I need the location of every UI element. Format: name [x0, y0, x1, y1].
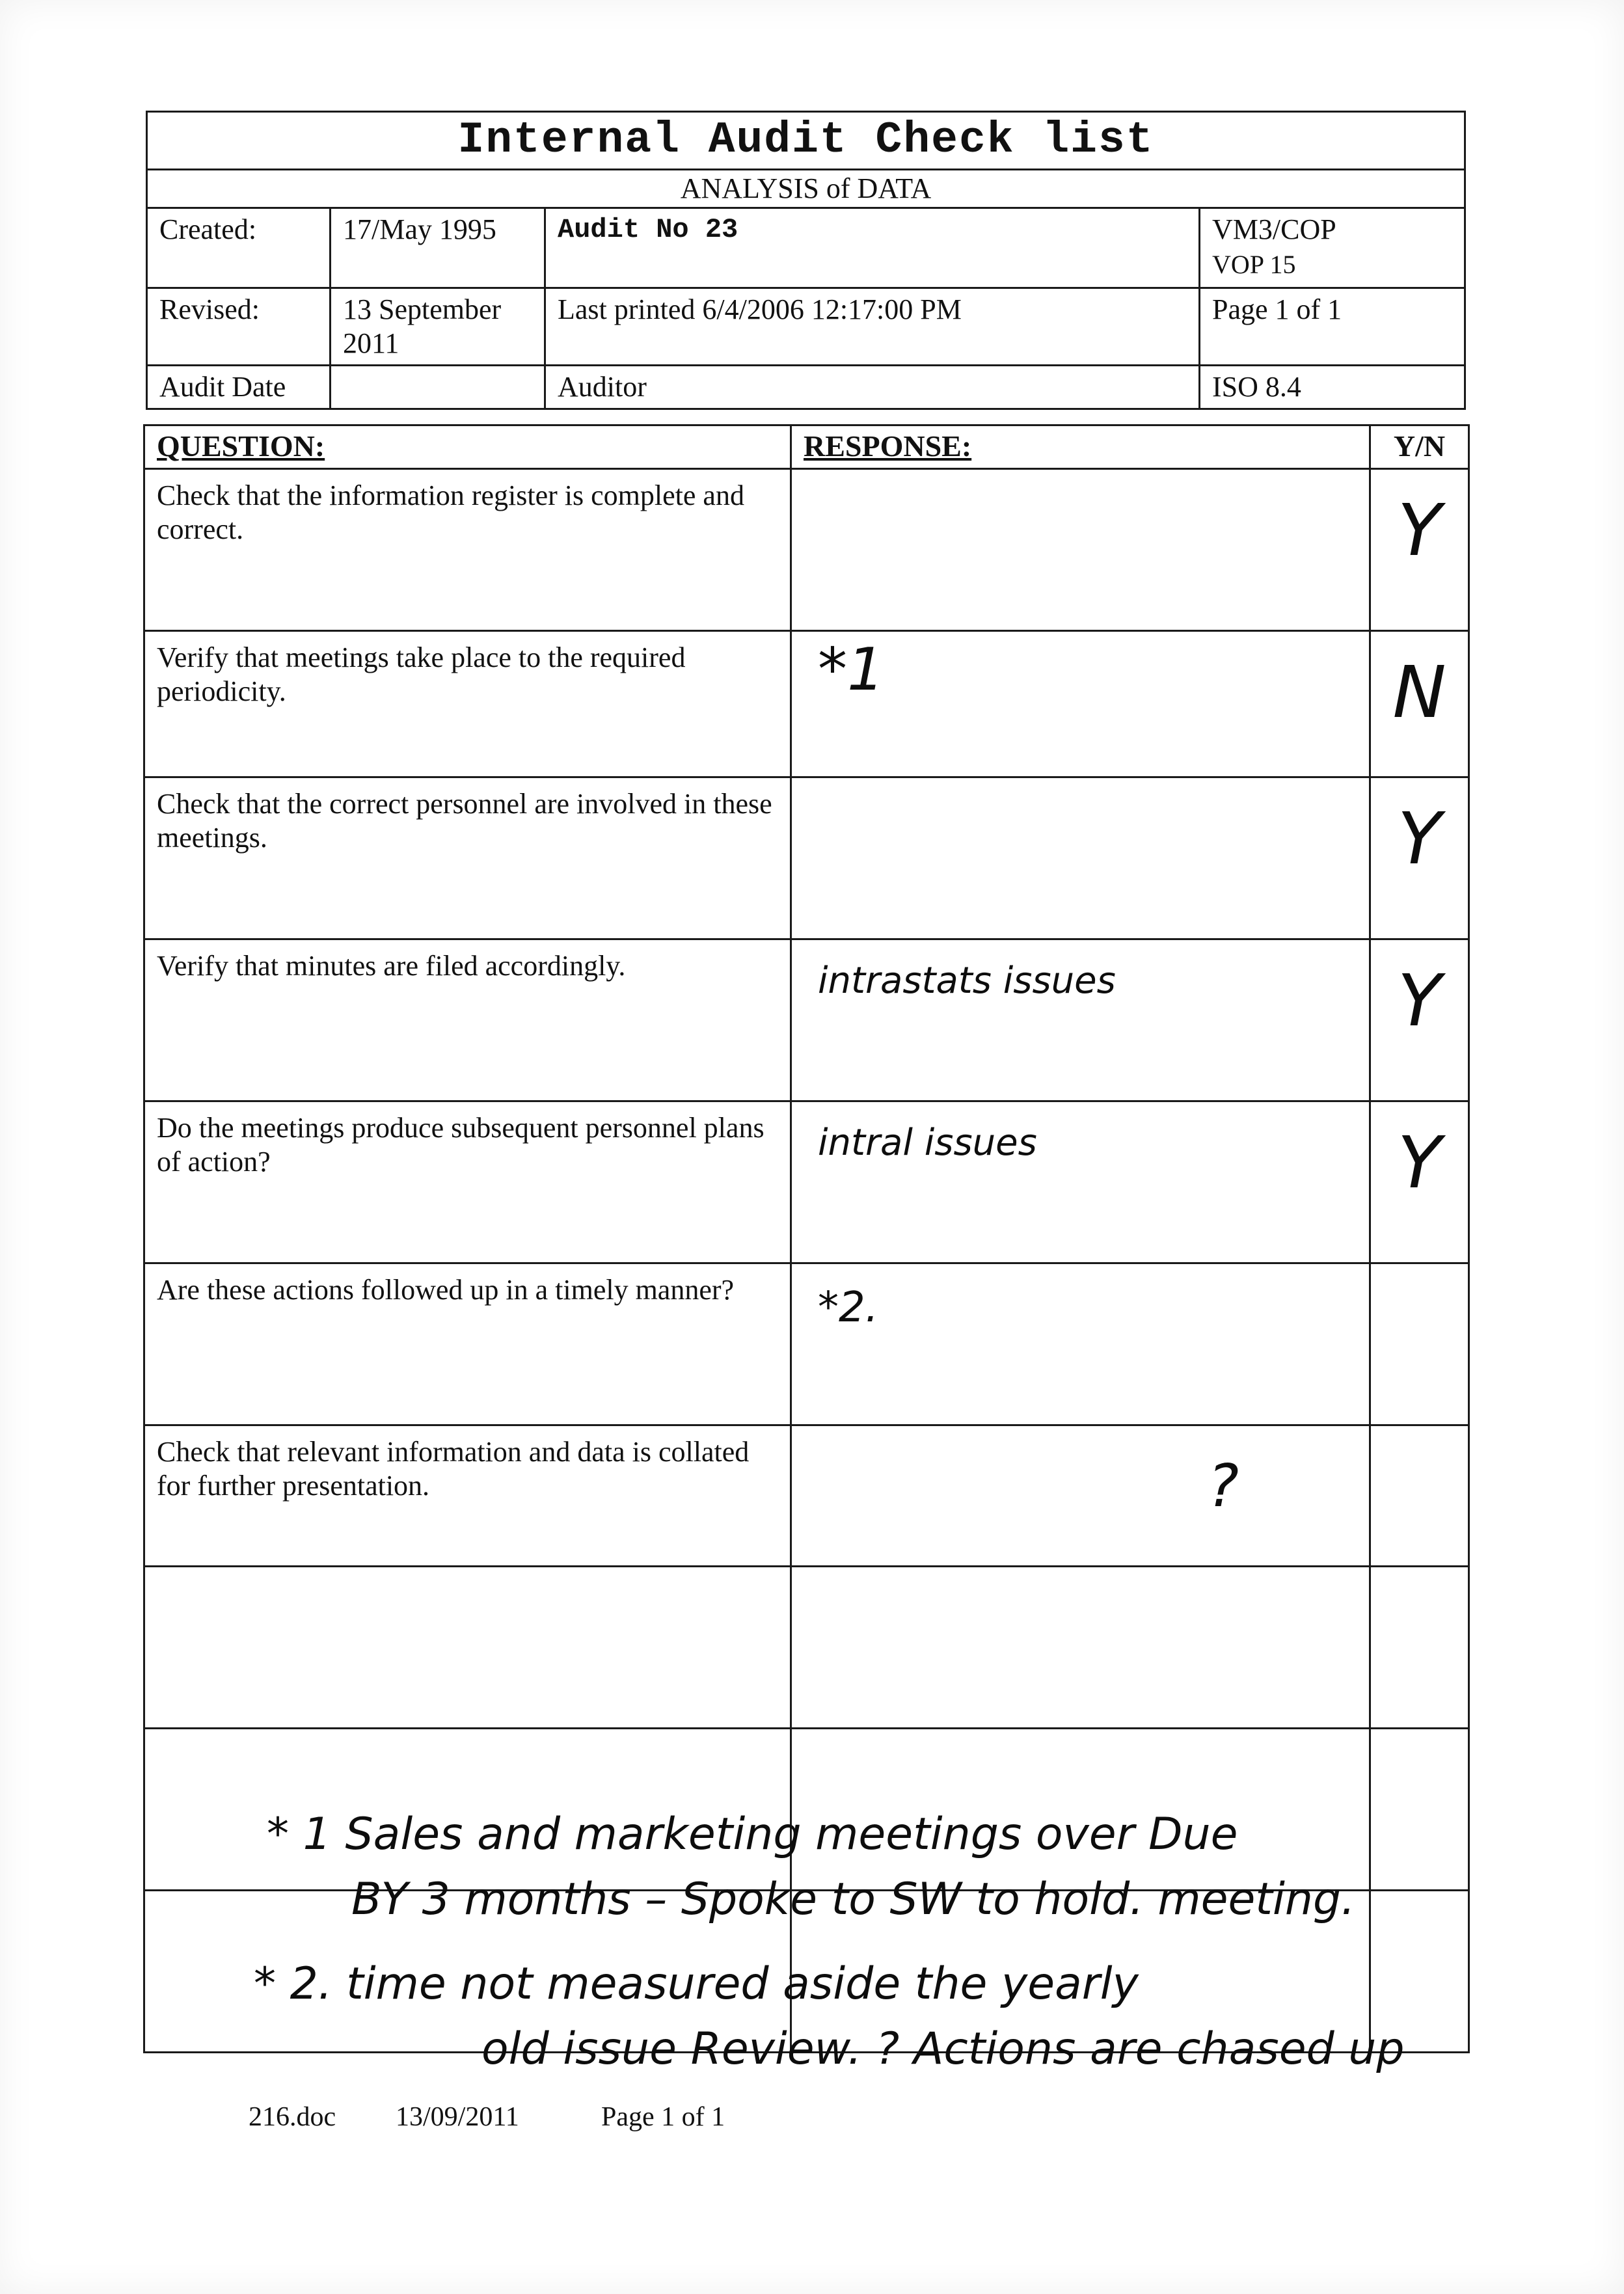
yn-cell: N [1370, 631, 1469, 777]
table-row [144, 777, 1469, 939]
footer-filename: 216.doc [249, 2102, 336, 2132]
audit-date-label: Audit Date [147, 366, 331, 409]
question-column-header: QUESTION: [144, 425, 791, 469]
yn-cell: Y [1370, 939, 1469, 1101]
audit-date-value [331, 366, 545, 409]
reference-code: VM3/COP [1212, 213, 1336, 245]
question-cell [144, 1567, 791, 1729]
yn-cell: Y [1370, 469, 1469, 631]
response-cell: *1 [791, 631, 1370, 777]
footer-page: Page 1 of 1 [601, 2102, 725, 2132]
header-table [146, 111, 1466, 410]
reference-block [1200, 208, 1465, 288]
iso-reference: ISO 8.4 [1200, 366, 1465, 409]
response-cell [791, 777, 1370, 939]
revised-value: 13 September 2011 [331, 288, 545, 366]
yn-cell [1370, 1567, 1469, 1729]
response-cell: intral issues [791, 1101, 1370, 1263]
table-row [144, 1101, 1469, 1263]
last-printed: Last printed 6/4/2006 12:17:00 PM [545, 288, 1200, 366]
page-indicator: Page 1 of 1 [1200, 288, 1465, 366]
handwritten-note-1-line-2: BY 3 months – Spoke to SW to hold. meeting. [351, 1874, 1355, 1925]
question-cell: Verify that minutes are filed accordingly. [144, 939, 791, 1101]
yn-cell: Y [1370, 1101, 1469, 1263]
table-row [144, 1567, 1469, 1729]
handwritten-note-2-line-1: * 2. time not measured aside the yearly [254, 1958, 1139, 2010]
revised-label: Revised: [147, 288, 331, 366]
yn-cell: Y [1370, 777, 1469, 939]
table-row [144, 469, 1469, 631]
yn-cell [1370, 1425, 1469, 1567]
checklist-header-row [144, 425, 1469, 469]
document-subtitle: ANALYSIS of DATA [147, 170, 1465, 208]
created-label: Created: [147, 208, 331, 288]
table-row [144, 1425, 1469, 1567]
response-cell: *2. [791, 1263, 1370, 1425]
created-value: 17/May 1995 [331, 208, 545, 288]
response-cell [791, 469, 1370, 631]
footer-date: 13/09/2011 [396, 2102, 519, 2132]
question-cell: Check that the information register is complete and correct. [144, 469, 791, 631]
yn-cell [1370, 1729, 1469, 1891]
question-cell: Do the meetings produce subsequent personnel plans of action? [144, 1101, 791, 1263]
question-cell: Check that the correct personnel are involved in these meetings. [144, 777, 791, 939]
yn-column-header: Y/N [1370, 425, 1469, 469]
handwritten-note-1-line-1: * 1 Sales and marketing meetings over Due [267, 1809, 1238, 1860]
question-cell: Check that relevant information and data is collated for further presentation. [144, 1425, 791, 1567]
question-cell: Verify that meetings take place to the required periodicity. [144, 631, 791, 777]
response-column-header: RESPONSE: [791, 425, 1370, 469]
response-cell [791, 1567, 1370, 1729]
handwritten-note-2-line-2: old issue Review. ? Actions are chased up [481, 2023, 1405, 2075]
document-title: Internal Audit Check list [147, 112, 1465, 170]
vop-code: VOP 15 [1212, 250, 1296, 279]
table-row [144, 1263, 1469, 1425]
yn-cell [1370, 1263, 1469, 1425]
table-row [144, 939, 1469, 1101]
audit-number: Audit No 23 [545, 208, 1200, 288]
response-cell: ? [791, 1425, 1370, 1567]
question-cell: Are these actions followed up in a timely manner? [144, 1263, 791, 1425]
response-cell: intrastats issues [791, 939, 1370, 1101]
auditor-label: Auditor [545, 366, 1200, 409]
table-row [144, 631, 1469, 777]
